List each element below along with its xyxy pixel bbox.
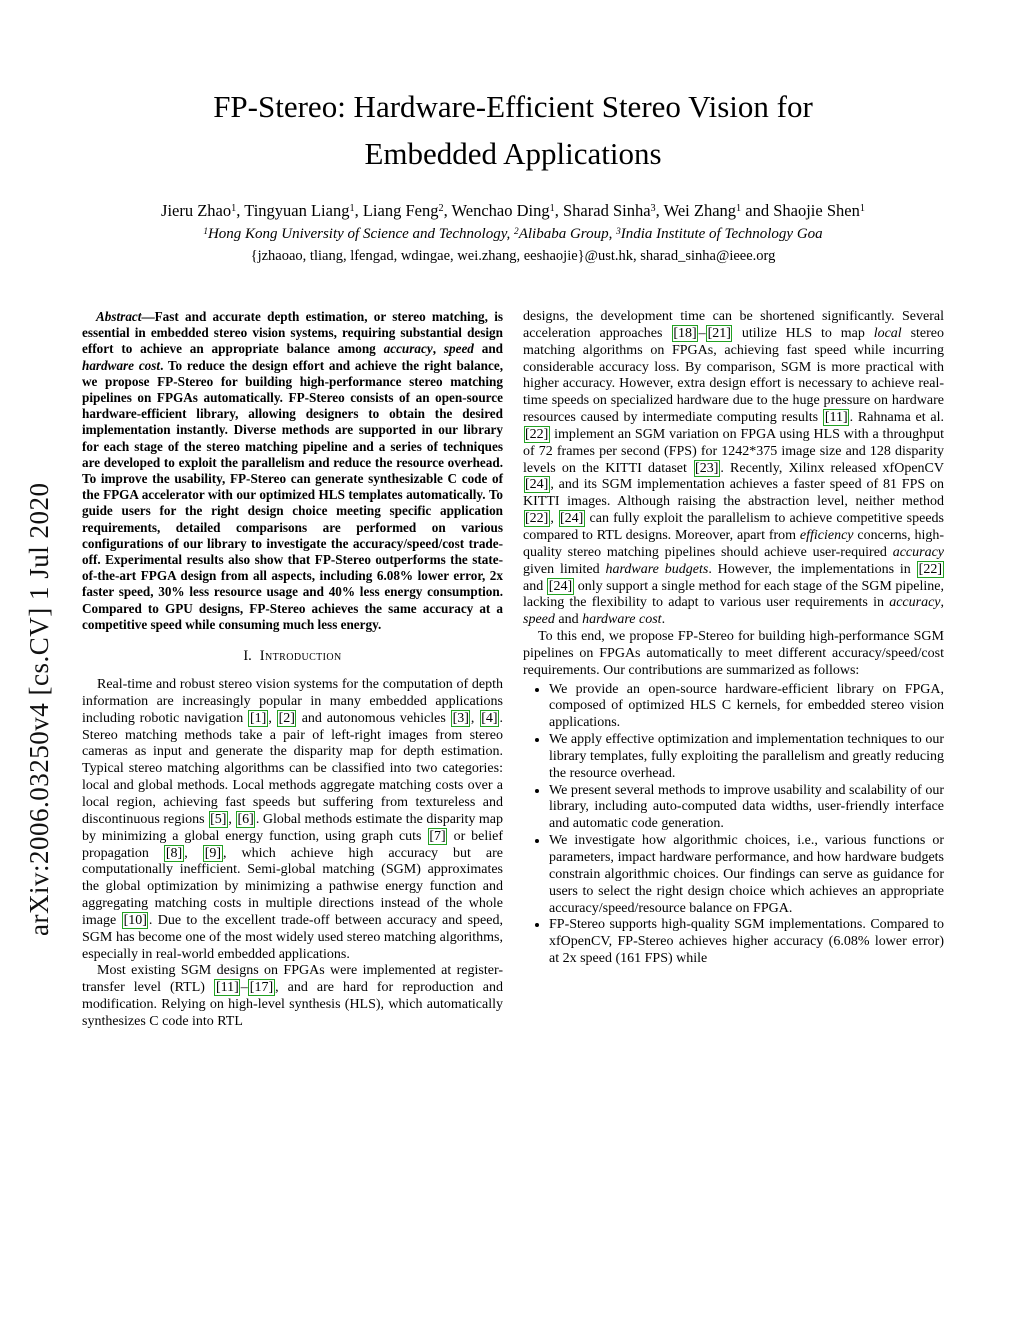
citation-link[interactable]: [24]: [525, 477, 549, 493]
abstract: Abstract—Fast and accurate depth estimation, or stereo matching, is essential in embedded stereo vision systems, requiring substantial design effort to achieve an appropriate balance among accuracy, speed and hardware cost. To reduce the design effort and achieve the right balance, we propose FP-Stereo for building high-performance stereo matching pipelines on FPGAs automatically. FP-Stereo consists of an open-source hardware-efficient library, allowing designers to obtain the desired implementation instantly. Diverse methods are supported in our library for each stage of the stereo matching pipeline and a series of techniques are developed to exploit the parallelism and reduce the resource overhead. To improve the usability, FP-Stereo can generate synthesizable C code of the FPGA accelerator with our optimized HLS templates automatically. To guide users for the right design choice meeting specific application requirements, detailed comparisons are performed on various configurations of our library to investigate the accuracy/speed/cost trade-off. Experimental results also show that FP-Stereo outperforms the state-of-the-art FPGA design from all aspects, including 6.08% lower error, 2x faster speed, 30% less resource usage and 40% less energy consumption. Compared to GPU designs, FP-Stereo achieves the same accuracy at a competitive speed while consuming much less energy.: [82, 309, 504, 632]
section-number: I.: [243, 648, 252, 665]
citation-link[interactable]: [7]: [429, 828, 446, 844]
paragraph: designs, the development time can be shortened significantly. Several acceleration approaches [18] – [21] utilize HLS to map local stereo matching algorithms on FPGAs, achieving fast speed while incurring considerable accuracy loss. By comparison, SGM is more practical with higher accuracy. However, extra design effort is necessary to achieve real-time speeds on specialized hardware due to the huge pressure on hardware resources caused by intermediate computing results [11] . Rahnama et al. [22] implement an SGM variation on FPGA using HLS with a throughput of 72 frames per second (FPS) for 1242*375 image size and 128 disparity levels on the KITTI dataset [23] . Recently, Xilinx released xfOpenCV [24] , and its SGM implementation achieves a faster speed of 81 FPS on KITTI images. Although raising the abstraction level, neither method [22] , [24] can fully exploit the parallelism to achieve competitive speeds compared to RTL designs. Moreover, apart from efficiency concerns, high-quality stereo matching pipelines should achieve user-required accuracy given limited hardware budgets. However, the implementations in [22] and [24] only support a single method for each stage of the SGM pipeline, lacking the flexibility to adapt to various user requirements in accuracy, speed and hardware cost.: [523, 309, 945, 628]
section-heading-introduction: [82, 648, 503, 665]
citation-link[interactable]: [10]: [123, 912, 147, 928]
contribution-list: [523, 682, 944, 968]
list-item: • We provide an open-source hardware-efficient library on FPGA, composed of optimized HLS C kernels, for embedded stereo vision applications.: [549, 682, 944, 733]
list-item: • We investigate how algorithmic choices, i.e., various functions or parameters, impact hardware performance, and how hardware budgets constrain algorithmic choices. Our findings can serve as guidance for users to select the right design choice which achieves an appropriate accuracy/speed/resource balance on FPGA.: [549, 833, 944, 917]
citation-link[interactable]: [11]: [824, 410, 848, 426]
right-column: [523, 309, 944, 1031]
title-line-1: FP-Stereo: Hardware-Efficient Stereo Vision for: [213, 89, 813, 124]
citation-link[interactable]: [22]: [918, 561, 942, 577]
citation-link[interactable]: [8]: [165, 845, 183, 861]
citation-link[interactable]: [22]: [525, 511, 549, 527]
paragraph: To this end, we propose FP-Stereo for building high-performance SGM pipelines on FPGAs automatically to meet different accuracy/speed/cost requirements. Our contributions are summarized as follows:: [523, 629, 944, 678]
citation-link[interactable]: [22]: [525, 426, 549, 442]
citation-link[interactable]: [5]: [210, 811, 227, 827]
citation-link[interactable]: [3]: [452, 710, 469, 726]
citation-link[interactable]: [6]: [237, 811, 254, 827]
paper-title: [82, 84, 944, 177]
two-column-body: [82, 309, 944, 1031]
citation-link[interactable]: [18]: [673, 325, 697, 341]
citation-link[interactable]: [1]: [249, 710, 267, 726]
list-item: • FP-Stereo supports high-quality SGM implementations. Compared to xfOpenCV, FP-Stereo achieves higher accuracy (6.08% lower error) at 2x speed (161 FPS) while: [549, 917, 944, 968]
left-column: [82, 309, 503, 1031]
citation-link[interactable]: [23]: [695, 460, 719, 476]
citation-link[interactable]: [4]: [481, 710, 498, 726]
list-item: • We apply effective optimization and implementation techniques to our library templates, fully exploiting the parallelism and greatly reducing the resource overhead.: [549, 732, 944, 783]
email-line: {jzhaoao, tliang, lfengad, wdingae, wei.zhang, eeshaojie}@ust.hk, sharad_sinha@ieee.org: [250, 248, 776, 264]
citation-link[interactable]: [21]: [707, 325, 731, 341]
citation-link[interactable]: [24]: [560, 511, 584, 527]
affiliation-line: $^1$Hong Kong University of Science and Technology, $^2$Alibaba Group, $^3$India Institute of Technology Goa: [203, 226, 823, 242]
list-item: • We present several methods to improve usability and scalability of our library, including auto-computed data widths, user-friendly interface and automatic code generation.: [549, 783, 944, 834]
author-line: Jieru Zhao$^1$, Tingyuan Liang$^1$, Liang Feng$^2$, Wenchao Ding$^1$, Sharad Sinha$^3$, Wei Zhang$^1$ and Shaojie Shen$^1$: [161, 201, 865, 220]
citation-link[interactable]: [11]: [215, 980, 239, 996]
title-line-2: Embedded Applications: [364, 135, 662, 171]
section-title: Introduction: [259, 648, 342, 665]
citation-link[interactable]: [24]: [548, 578, 573, 594]
citation-link[interactable]: [2]: [278, 710, 295, 726]
arxiv-watermark: arXiv:2006.03250v4 [cs.CV] 1 Jul 2020: [24, 482, 54, 936]
paragraph: Most existing SGM designs on FPGAs were implemented at register-transfer level (RTL) [11] – [17] , and are hard for reproduction and modification. Relying on high-level synthesis (HLS), which automatically synthesizes C code into RTL: [82, 963, 504, 1029]
paragraph: Real-time and robust stereo vision systems for the computation of depth information are increasingly popular in many embedded applications including robotic navigation [1] , [2] and autonomous vehicles [3] , [4] . Stereo matching methods take a pair of left-right images from stereo cameras as input and generate the disparity map for depth estimation. Typical stereo matching algorithms can be classified into two categories: local and global methods. Local methods aggregate matching costs over a local region, achieving fast speeds but suffering from textureless and discontinuous regions [5] , [6] . Global methods estimate the disparity map by minimizing a global energy function, using graph cuts [7] or belief propagation [8] , [9] , which achieve high accuracy but are computationally inefficient. Semi-global matching (SGM) approximates the global optimization by minimizing a pathwise energy function and aggregating matching costs in multiple directions instead of the whole image [10] . Due to the excellent trade-off between accuracy and speed, SGM has become one of the most widely used stereo matching algorithms, especially in real-world embedded applications.: [82, 677, 504, 962]
citation-link[interactable]: [17]: [249, 980, 274, 996]
paper-content: [82, 84, 944, 1031]
citation-link[interactable]: [9]: [204, 845, 222, 861]
